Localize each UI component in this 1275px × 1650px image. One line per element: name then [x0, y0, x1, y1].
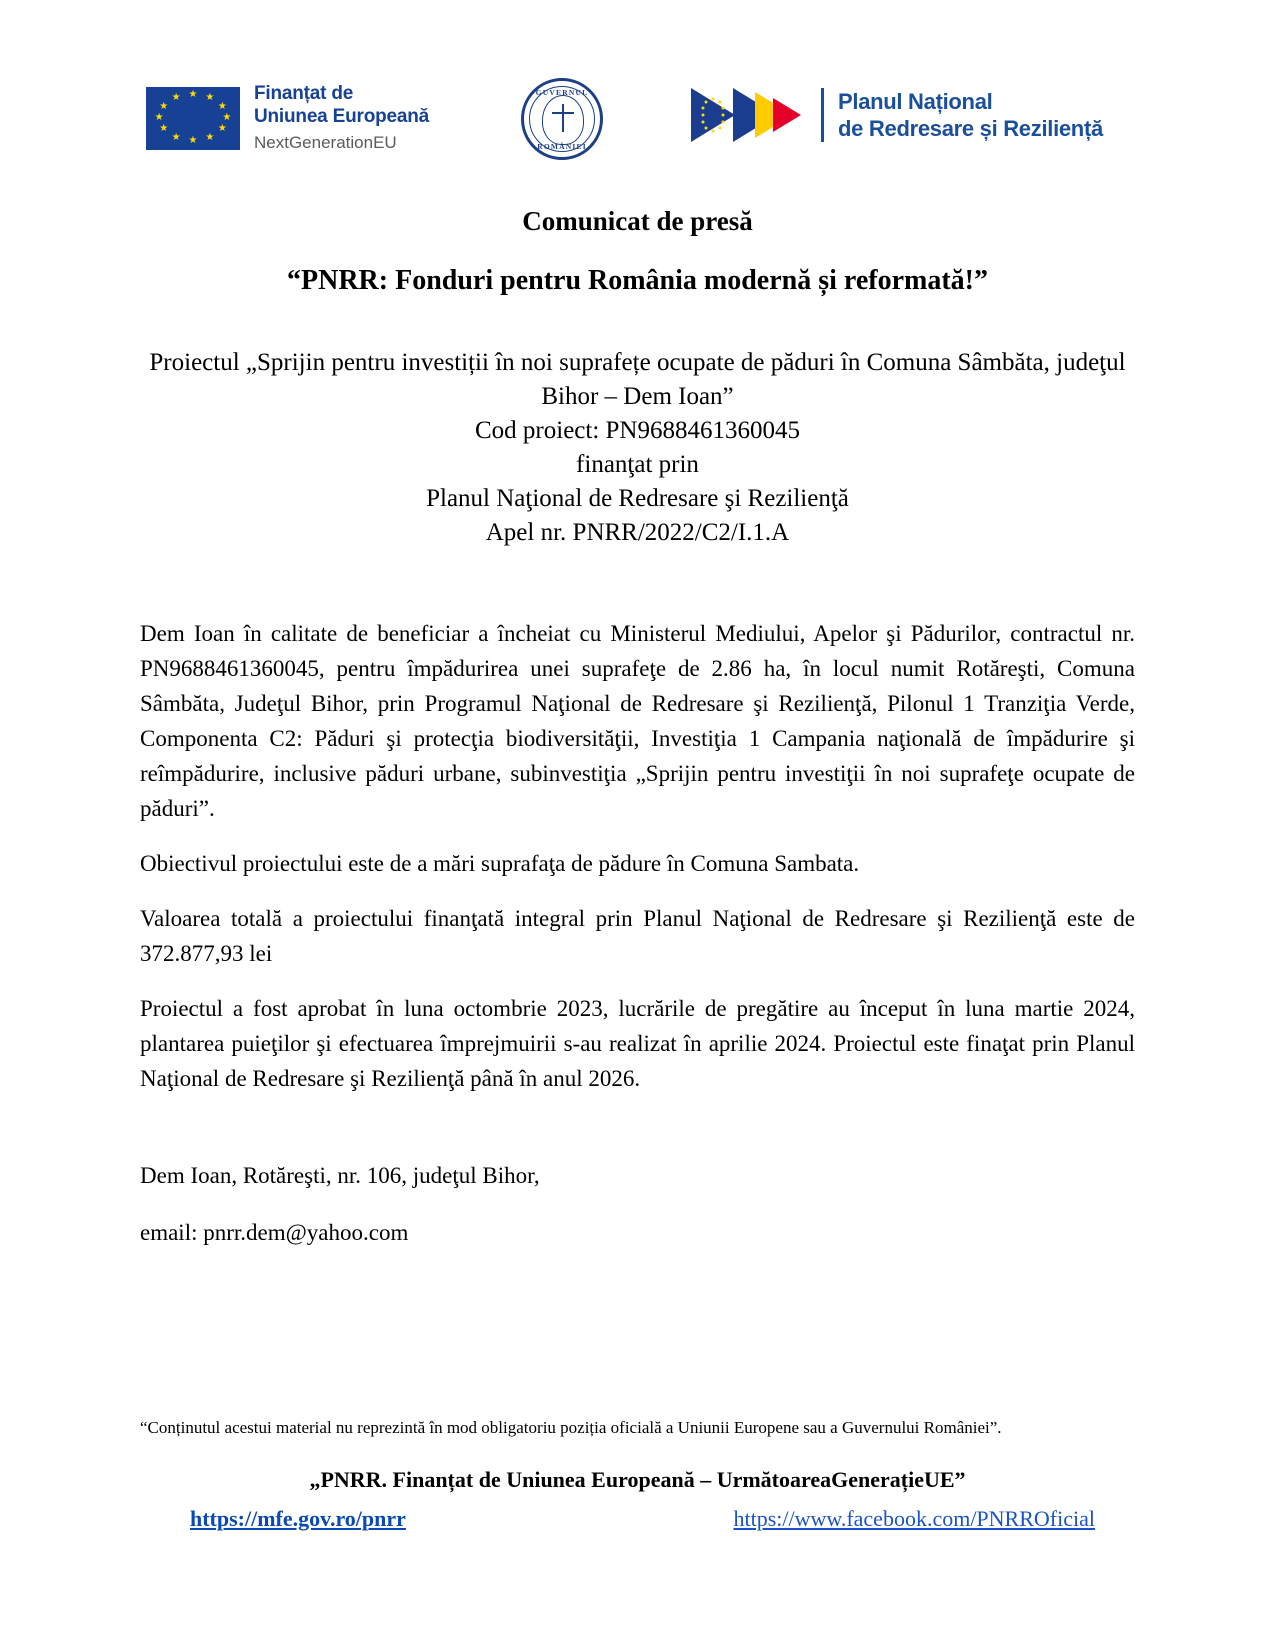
footer-tagline: „PNRR. Finanțat de Uniunea Europeană – UrmătoareaGenerațieUE”: [309, 1467, 966, 1492]
contact-block: [140, 1158, 1135, 1250]
logo-strip: [140, 0, 1135, 152]
page-title: Comunicat de presă: [522, 206, 753, 236]
project-line: Proiectul „Sprijin pentru investiții în noi suprafețe ocupate de păduri în Comuna Sâmbăta, judeţul Bihor – Dem Ioan”: [149, 349, 1126, 410]
government-seal-icon: [521, 78, 603, 160]
page-subtitle: “PNRR: Fonduri pentru România modernă și reformată!”: [287, 265, 988, 296]
link-mfe-pnrr[interactable]: https://mfe.gov.ro/pnrr: [190, 1506, 406, 1531]
contact-address: Dem Ioan, Rotăreşti, nr. 106, judeţul Bihor,: [140, 1163, 540, 1188]
project-line: finanţat prin: [576, 451, 699, 478]
body-paragraph: Valoarea totală a proiectului finanţată integral prin Planul Naţional de Redresare şi Rezilienţă este de 372.877,93 lei: [140, 906, 1135, 966]
pnrr-logo-line2: de Redresare și Reziliență: [838, 116, 1103, 141]
body-block: [140, 616, 1135, 1096]
body-paragraph: Dem Ioan în calitate de beneficiar a încheiat cu Ministerul Mediului, Apelor şi Pădurilor, contractul nr. PN9688461360045, pentru împădurirea unei suprafeţe de 2.86 ha, în locul numit Rotăreşti, Comuna Sâmbăta, Judeţul Bihor, prin Programul Naţional de Redresare şi Rezilienţă, Pilonul 1 Tranziţia Verde, Componenta C2: Păduri şi protecţia biodiversităţii, Investiţia 1 Campania naţională de împădurire şi reîmpădurire, inclusive păduri urbane, subinvestiţia „Sprijin pentru investiţii în noi suprafeţe ocupate de păduri”.: [140, 621, 1135, 821]
eu-logo-line1: Finanțat de: [254, 83, 354, 104]
eu-logo-line2: Uniunea Europeană: [254, 106, 430, 127]
pnrr-logo-text: [821, 88, 1103, 142]
seal-label-top: GUVERNUL: [535, 88, 589, 97]
eu-flag-icon: ★ ★ ★ ★ ★ ★ ★ ★ ★ ★ ★ ★: [146, 87, 240, 150]
pnrr-arrows-icon: [689, 84, 807, 146]
contact-email: email: pnrr.dem@yahoo.com: [140, 1220, 409, 1245]
project-code-line: Cod proiect: PN9688461360045: [475, 417, 800, 444]
seal-crest-icon: [542, 95, 584, 145]
eu-funding-logo: [146, 82, 429, 154]
project-call-line: Apel nr. PNRR/2022/C2/I.1.A: [485, 519, 790, 546]
project-identification-block: [140, 346, 1135, 550]
heading-block: [140, 204, 1135, 298]
romanian-government-logo: [521, 78, 603, 160]
footer-links: [140, 1506, 1135, 1532]
eu-logo-text: [254, 82, 429, 154]
footer-disclaimer: “Conținutul acestui material nu reprezintă în mod obligatoriu poziția oficială a Uniunii Europene sau a Guvernului României”.: [140, 1418, 1002, 1437]
seal-label-bottom: ROMÂNIEI: [537, 142, 587, 151]
link-facebook-pnrr[interactable]: https://www.facebook.com/PNRROficial: [733, 1506, 1095, 1531]
footer: [140, 1416, 1135, 1532]
project-line: Planul Naţional de Redresare şi Rezilienţă: [426, 485, 849, 512]
pnrr-logo: [689, 84, 1103, 146]
body-paragraph: Proiectul a fost aprobat în luna octombrie 2023, lucrările de pregătire au început în luna martie 2024, plantarea puieţilor şi efectuarea împrejmuirii s-au realizat în aprilie 2024. Proiectul este finaţat prin Planul Naţional de Redresare şi Rezilienţă până în anul 2026.: [140, 996, 1135, 1091]
body-paragraph: Obiectivul proiectului este de a mări suprafaţa de pădure în Comuna Sambata.: [140, 851, 860, 876]
eu-logo-line3: NextGenerationEU: [254, 133, 397, 152]
pnrr-logo-line1: Planul Național: [838, 89, 993, 114]
